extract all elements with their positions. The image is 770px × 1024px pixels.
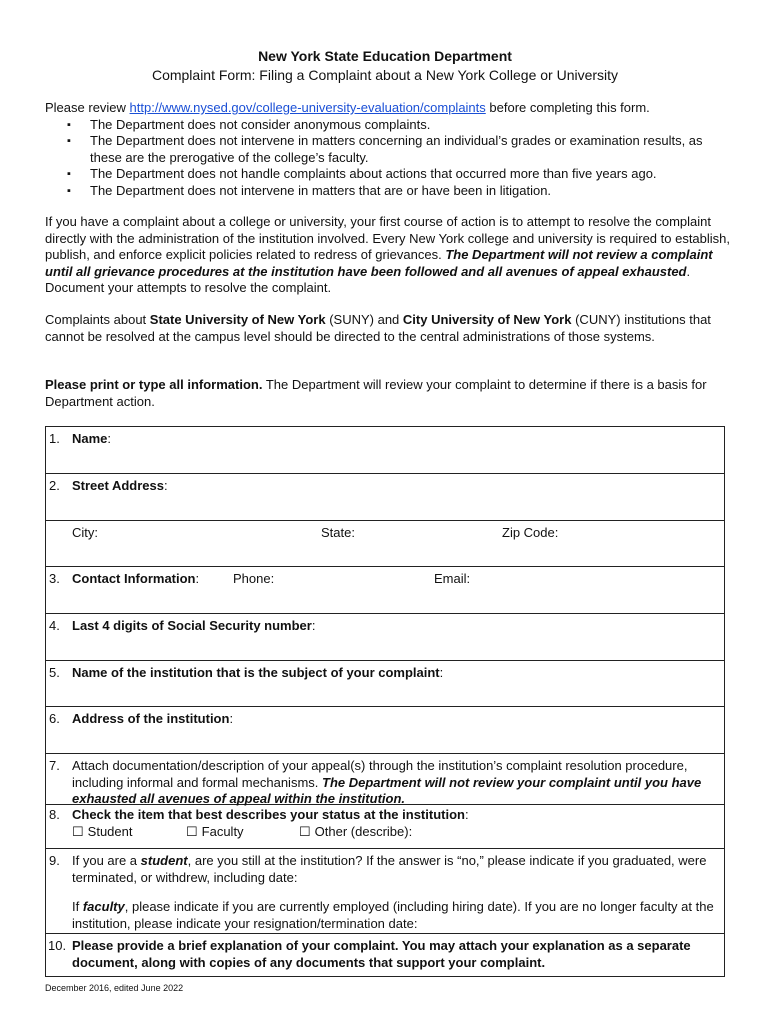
zip-code-label: Zip Code: [502,525,559,540]
complaint-form-table [45,426,725,977]
checkbox-icon[interactable]: ☐ [299,824,311,839]
checkbox-icon[interactable]: ☐ [72,824,84,839]
rule-item: ▪ The Department does not handle complaints about actions that occurred more than five years ago. [45,166,735,183]
city-state-zip-row[interactable] [46,521,724,567]
rule-item: ▪ The Department does not intervene in matters that are or have been in litigation. [45,183,735,200]
student-option[interactable]: ☐ Student [72,824,133,839]
review-line: Please review http://www.nysed.gov/college-university-evaluation/complaints before completing this form. [45,100,650,115]
footer-revision-date: December 2016, edited June 2022 [45,983,184,993]
rule-item: ▪ The Department does not consider anonymous complaints. [45,117,735,134]
city-label: City: [72,525,98,540]
name-label: Name [72,431,108,446]
intro-section [45,100,735,199]
page-title: New York State Education Department [258,48,512,64]
instructions-paragraph: Please print or type all information. The Department will review your complaint to determine if there is a basis for Department action. [45,377,707,409]
explanation-row[interactable]: 10. Please provide a brief explanation of your complaint. You may attach your explanation as a separate document, along with copies of any documents that support your complaint. [48,938,691,970]
ssn-row[interactable]: 4. Last 4 digits of Social Security number: [46,614,724,661]
checkbox-icon[interactable]: ☐ [186,824,198,839]
faculty-option[interactable]: ☐ Faculty [186,824,244,839]
email-label: Email: [434,571,471,586]
institution-address-label: Address of the institution [72,711,230,726]
state-label: State: [321,525,355,540]
street-address-label: Street Address [72,478,164,493]
status-label: Check the item that best describes your status at the institution [72,807,465,822]
suny-cuny-paragraph: Complaints about State University of New York (SUNY) and City University of New York (CUNY) institutions that cannot be resolved at the campus level should be directed to the central administrations of those systems. [45,312,711,344]
institution-name-row[interactable]: 5. Name of the institution that is the subject of your complaint: [46,661,724,707]
page-subtitle: Complaint Form: Filing a Complaint about a New York College or University [151,67,619,83]
institution-name-label: Name of the institution that is the subject of your complaint [72,665,440,680]
status-row: 8. Check the item that best describes your status at the institution: ☐ Student ☐ Faculty ☐ Other (describe): [46,805,724,849]
contact-information-label: Contact Information [72,571,196,586]
rule-item: ▪ The Department does not intervene in matters concerning an individual’s grades or examination results, as these are the prerogative of the college’s faculty. [45,133,735,166]
rules-list [45,117,735,200]
student-faculty-status-row[interactable]: 9. If you are a student, are you still at the institution? If the answer is “no,” please indicate if you graduated, were terminated, or withdrew, including date: If faculty, please indicate if you are currently employed (including hiring date). If you are no longer faculty at the institution, please indicate your resignation/termination date: [46,849,724,934]
documentation-row[interactable]: 7. Attach documentation/description of your appeal(s) through the institution’s complaint resolution procedure, including informal and formal mechanisms. The Department will not review your complaint until you have exhausted all avenues of appeal within the institution. [46,754,724,805]
explanation-label: Please provide a brief explanation of your complaint. You may attach your explanation as a separate document, along with copies of any documents that support your complaint. [72,938,691,970]
ssn-label: Last 4 digits of Social Security number [72,618,312,633]
first-course-paragraph: If you have a complaint about a college or university, your first course of action is to attempt to resolve the complaint directly with the administration of the institution involved. Every New York college and university is required to establish, publish, and enforce explicit policies related to redress of grievances. The Department will not review a complaint until all grievance procedures at the institution have been followed and all avenues of appeal exhausted. Document your attempts to resolve the complaint. [45,214,731,295]
phone-label: Phone: [233,571,275,586]
contact-information-row[interactable]: 3. Contact Information: Phone: Email: [46,567,724,614]
name-row[interactable]: 1. Name: [46,427,724,474]
street-address-row[interactable]: 2. Street Address: [46,474,724,521]
other-option[interactable]: ☐ Other (describe): [299,824,413,839]
institution-address-row[interactable]: 6. Address of the institution: [46,707,724,754]
complaints-link[interactable]: http://www.nysed.gov/college-university-evaluation/complaints [129,100,486,115]
